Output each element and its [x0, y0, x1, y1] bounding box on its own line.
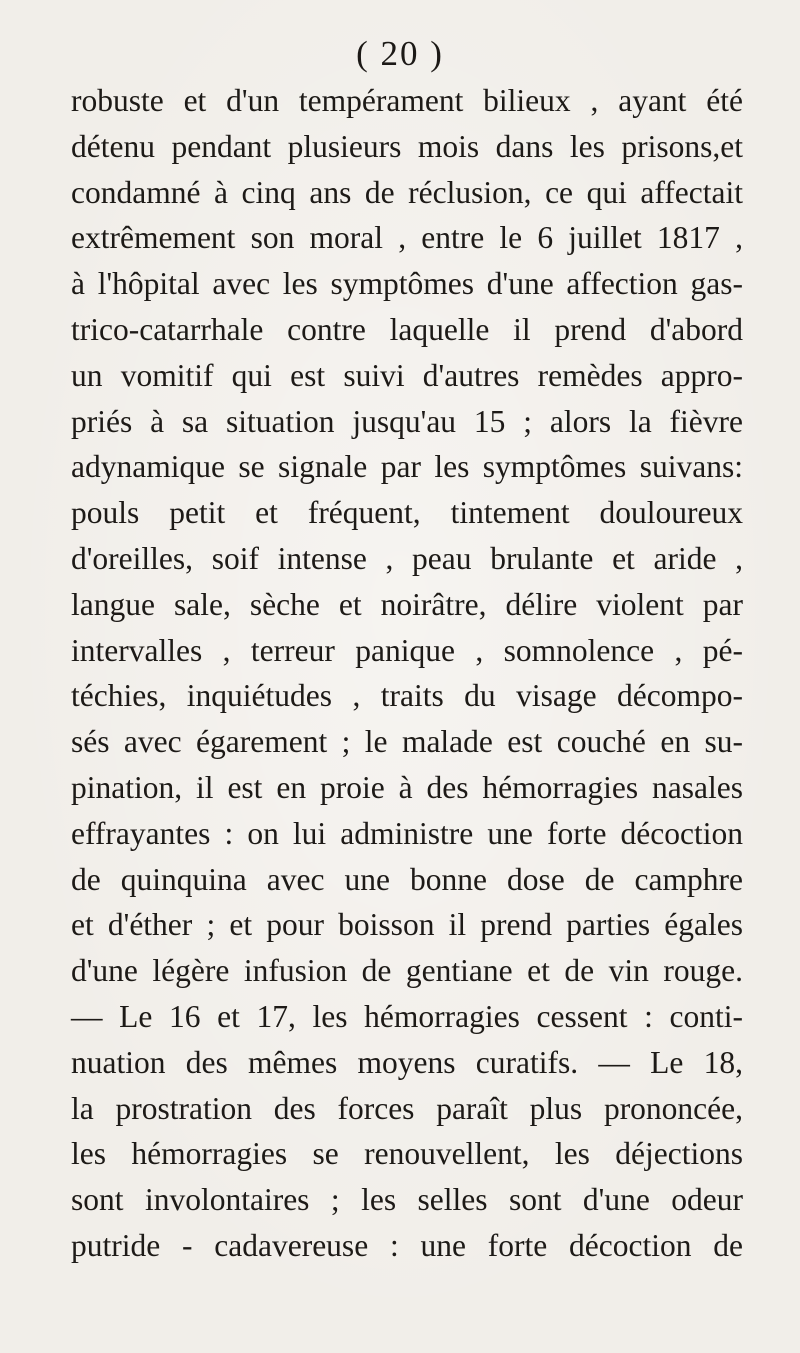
text-line: d'une légère infusion de gentiane et de vin rouge.	[71, 953, 743, 989]
text-line: trico-catarrhale contre laquelle il prend d'abord	[71, 311, 743, 347]
text-line: de quinquina avec une bonne dose de camphre	[71, 861, 743, 897]
text-line: condamné à cinq ans de réclusion, ce qui affectait	[71, 174, 743, 210]
text-line: pination, il est en proie à des hémorragies nasales	[71, 769, 743, 805]
text-line: nuation des mêmes moyens curatifs. — Le 18,	[71, 1044, 743, 1080]
text-line: putride - cadavereuse : une forte décoction de	[71, 1227, 743, 1263]
text-line: détenu pendant plusieurs mois dans les prisons,et	[71, 128, 743, 164]
text-line: — Le 16 et 17, les hémorragies cessent : conti-	[71, 998, 743, 1034]
text-line: intervalles , terreur panique , somnolence , pé-	[71, 632, 743, 668]
text-line: et d'éther ; et pour boisson il prend parties égales	[71, 907, 743, 943]
text-line: un vomitif qui est suivi d'autres remèdes appro-	[71, 357, 743, 393]
text-line: sont involontaires ; les selles sont d'une odeur	[71, 1182, 743, 1218]
text-line: sés avec égarement ; le malade est couché en su-	[71, 724, 743, 760]
text-line: priés à sa situation jusqu'au 15 ; alors la fièvre	[71, 403, 743, 439]
text-line: effrayantes : on lui administre une forte décoction	[71, 815, 743, 851]
text-line: pouls petit et fréquent, tintement douloureux	[71, 495, 743, 531]
body-text	[71, 78, 743, 1269]
page-number: ( 20 )	[356, 34, 444, 73]
text-line: à l'hôpital avec les symptômes d'une affection gas-	[71, 266, 743, 302]
text-line: les hémorragies se renouvellent, les déjections	[71, 1136, 743, 1172]
text-line: d'oreilles, soif intense , peau brulante et aride ,	[71, 540, 743, 576]
text-line: robuste et d'un tempérament bilieux , ayant été	[71, 83, 743, 118]
text-line: la prostration des forces paraît plus prononcée,	[71, 1090, 743, 1126]
text-line: extrêmement son moral , entre le 6 juillet 1817 ,	[71, 220, 743, 256]
text-line: adynamique se signale par les symptômes suivans:	[71, 449, 743, 485]
text-line: langue sale, sèche et noirâtre, délire violent par	[71, 586, 743, 622]
text-line: téchies, inquiétudes , traits du visage décompo-	[71, 678, 743, 714]
